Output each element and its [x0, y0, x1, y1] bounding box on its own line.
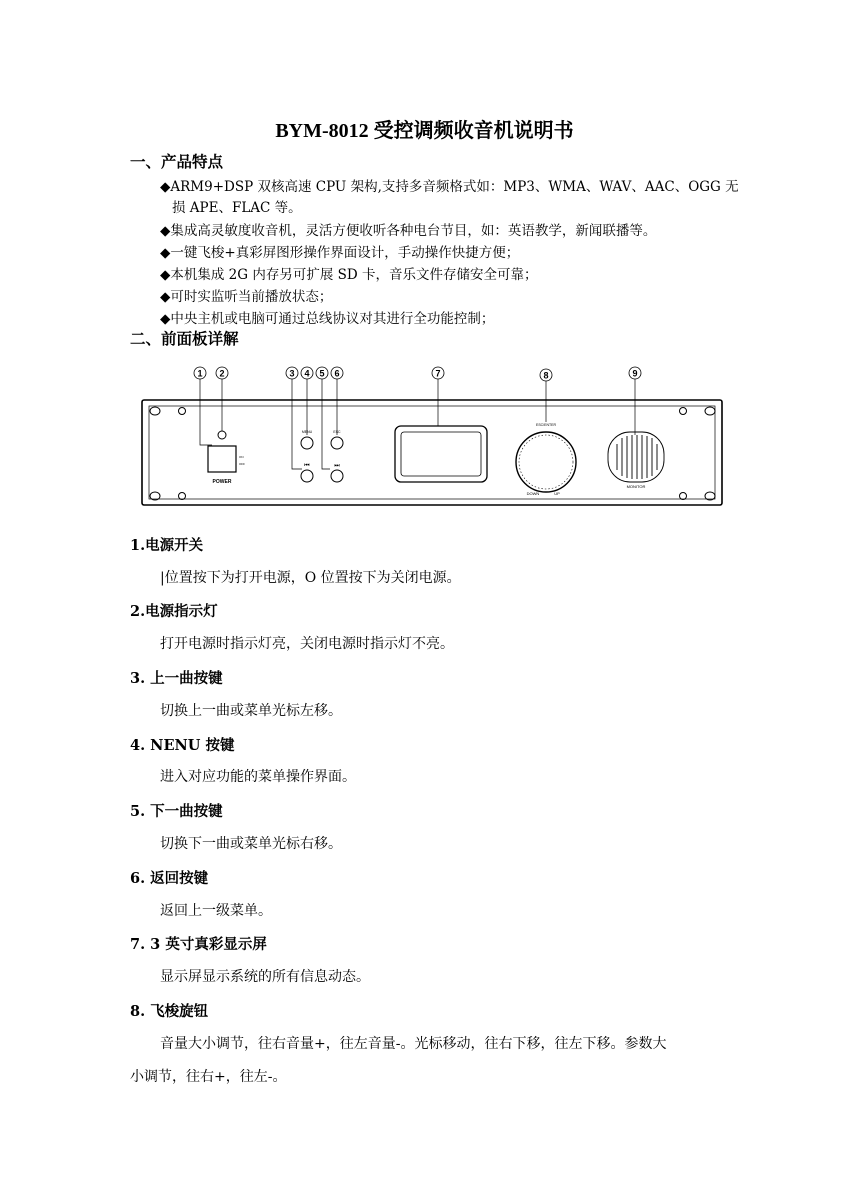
section-2-heading: 2.电源指示灯 [130, 603, 218, 620]
esc-label: ESC [333, 430, 341, 434]
menu-button-icon [301, 437, 313, 449]
prev-button-icon [301, 470, 313, 482]
power-indicator-icon [218, 431, 226, 439]
feature-item: ◆集成高灵敏度收音机，灵活方便收听各种电台节目，如：英语教学，新闻联播等。 [160, 223, 657, 239]
off-label: OFF [239, 462, 245, 466]
section-5-body: 切换下一曲或菜单光标右移。 [160, 836, 342, 852]
section-8-body: 音量大小调节，往右音量+，往左音量-。光标移动，往右下移，往左下移。参数大 [160, 1036, 667, 1052]
section-6-body: 返回上一级菜单。 [160, 903, 272, 919]
feature-item: 损 APE、FLAC 等。 [172, 200, 302, 216]
power-switch [208, 446, 236, 472]
rack-hole-icon [705, 407, 715, 415]
front-panel-diagram [130, 360, 730, 515]
section-3-body: 切换上一曲或菜单光标左移。 [160, 703, 342, 719]
monitor-label: MONITOR [626, 484, 646, 489]
callout-3: 3 [289, 368, 295, 379]
section-6-heading: 6. 返回按键 [130, 870, 209, 887]
callout-6: 6 [334, 368, 340, 379]
section-4-heading: 4. NENU 按键 [130, 737, 235, 754]
front-panel-heading: 二、前面板详解 [130, 329, 239, 348]
feature-item: ◆一键飞梭+真彩屏图形操作界面设计，手动操作快捷方便； [160, 245, 520, 261]
screw-icon [179, 493, 186, 500]
section-2-body: 打开电源时指示灯亮，关闭电源时指示灯不亮。 [160, 636, 454, 652]
next-button-icon [331, 470, 343, 482]
down-label: DOWN [526, 491, 540, 496]
section-5-heading: 5. 下一曲按键 [130, 803, 223, 820]
section-4-body: 进入对应功能的菜单操作界面。 [160, 769, 356, 785]
callout-9: 9 [632, 368, 638, 379]
on-label: ON [239, 455, 244, 459]
menu-label: MENU [301, 430, 313, 434]
up-label: UP [554, 491, 560, 496]
feature-item: ◆中央主机或电脑可通过总线协议对其进行全功能控制； [160, 311, 495, 327]
screw-icon [680, 493, 687, 500]
power-label: POWER [212, 479, 232, 485]
next-track-icon: ⏭ [334, 462, 340, 469]
document-title: BYM-8012 受控调频收音机说明书 [275, 120, 574, 142]
screw-icon [179, 408, 186, 415]
callout-2: 2 [219, 368, 225, 379]
prev-track-icon: ⏮ [304, 462, 310, 469]
speaker-grille-icon [608, 432, 664, 482]
feature-item: ◆本机集成 2G 内存另可扩展 SD 卡，音乐文件存储安全可靠； [160, 267, 538, 283]
jog-knob-icon [516, 432, 576, 492]
display-screen [395, 426, 487, 482]
section-7-body: 显示屏显示系统的所有信息动态。 [160, 969, 370, 985]
callout-4: 4 [304, 368, 310, 379]
section-1-heading: 1.电源开关 [130, 537, 204, 554]
esc-button-icon [331, 437, 343, 449]
section-3-heading: 3. 上一曲按键 [130, 670, 223, 687]
section-1-body: |位置按下为打开电源，O 位置按下为关闭电源。 [160, 570, 461, 586]
screw-icon [680, 408, 687, 415]
section-8-body-cont: 小调节，往右+，往左-。 [130, 1069, 287, 1085]
features-heading: 一、产品特点 [130, 152, 224, 171]
callout-7: 7 [435, 368, 441, 379]
feature-item: ◆可时实监听当前播放状态； [160, 289, 333, 305]
section-8-heading: 8. 飞梭旋钮 [130, 1003, 209, 1020]
callout-5: 5 [319, 368, 325, 379]
feature-item: ◆ARM9+DSP 双核高速 CPU 架构,支持多音频格式如：MP3、WMA、WAV、AAC、OGG 无 [160, 179, 739, 195]
callout-8: 8 [543, 370, 549, 381]
section-7-heading: 7. 3 英寸真彩显示屏 [130, 936, 267, 953]
knob-label: ESC/ENTER [535, 423, 557, 427]
callout-1: 1 [197, 368, 203, 379]
rack-hole-icon [150, 407, 160, 415]
